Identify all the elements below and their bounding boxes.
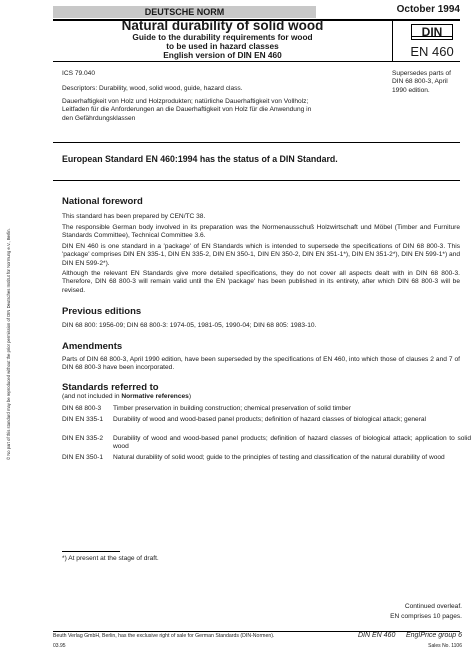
- amendments-text: Parts of DIN 68 800-3, April 1990 edition, have been superseded by the specifications of EN 460, into which those of clauses 2 and 7 of DIN 68 800-3 have been incorporated.: [62, 356, 460, 372]
- footer-sales-number: Sales No. 1106: [428, 643, 462, 649]
- foreword-para-1: This standard has been prepared by CEN/TC 38.: [62, 213, 206, 220]
- supersedes-note: Supersedes parts of DIN 68 800-3, April 1990 edition.: [392, 70, 452, 94]
- foreword-para-2: The responsible German body involved in its preparation was the Normenausschuß Holzwirtschaft und Möbel (Timber and Furniture Standards Committee), Technical Committee 3.6.: [62, 224, 460, 240]
- continued-note: Continued overleaf.: [404, 603, 462, 610]
- ics-code: ICS 79.040: [62, 70, 95, 77]
- standards-list: [62, 405, 471, 485]
- title-rule: [53, 61, 460, 62]
- footnote: *) At present at the stage of draft.: [62, 555, 159, 562]
- status-rule: [53, 180, 460, 181]
- standard-title: Durability of wood and wood-based panel products; definition of hazard classes of biological attack; application to solid wood: [113, 435, 471, 451]
- copyright-side-text: © No part of this standard may be reproduced without the prior permission of DIN Deutsches Institut für Normung e.V., Berlin.: [6, 228, 11, 460]
- standards-referred-heading: Standards referred to: [62, 382, 159, 393]
- standard-code: DIN 68 800-3: [62, 405, 102, 412]
- standard-title: Durability of wood and wood-based panel products; definition of hazard classes of biological attack; general: [113, 416, 427, 423]
- meta-rule: [53, 142, 460, 143]
- standards-referred-note: [62, 393, 362, 401]
- subtitle-line-2: to be used in hazard classes: [166, 41, 279, 51]
- foreword-para-3: DIN EN 460 is one standard in a 'package' of EN Standards which is intended to supersede the specifications of DIN 68 800-3. This 'package' comprises DIN EN 335-1, DIN EN 335-2, DIN EN 350-1, DIN EN 350-2, DIN EN 351-1*), DIN EN 351-2*), DIN EN 599-1*) and DIN EN 599-2*).: [62, 243, 460, 267]
- note-prefix: (and not included in: [62, 393, 122, 400]
- din-document-number: EN 460: [410, 44, 454, 59]
- standard-code: DIN EN 335-2: [62, 435, 104, 442]
- amendments-heading: Amendments: [62, 341, 123, 352]
- national-foreword-heading: National foreword: [62, 196, 143, 207]
- german-title: Dauerhaftigkeit von Holz und Holzprodukten; natürliche Dauerhaftigkeit von Vollholz; Leitfaden für die Anforderungen an die Dauerhaftigkeit von Holz für die Anwendung in den Gefährdungsklassen: [62, 98, 312, 122]
- standard-code: DIN EN 350-1: [62, 454, 104, 461]
- publication-date: October 1994: [396, 4, 460, 15]
- footer-language: Engl.: [406, 632, 422, 639]
- subtitle-line-3: English version of DIN EN 460: [163, 50, 282, 60]
- standard-title: Natural durability of solid wood; guide to the principles of testing and classification of the natural durability of wood: [113, 454, 445, 461]
- footer-rule: [53, 631, 460, 632]
- subtitle-line-1: Guide to the durability requirements for wood: [132, 32, 313, 42]
- standard-type: DEUTSCHE NORM: [144, 7, 225, 17]
- status-statement: European Standard EN 460:1994 has the status of a DIN Standard.: [62, 154, 338, 164]
- standard-code: DIN EN 335-1: [62, 416, 104, 423]
- page-count: EN comprises 10 pages.: [390, 613, 462, 620]
- footnote-rule: [62, 551, 120, 552]
- descriptors: Descriptors: Durability, wood, solid wood, guide, hazard class.: [62, 85, 243, 92]
- note-suffix: ): [188, 393, 192, 400]
- footer-price-group: Price group 6: [420, 632, 462, 639]
- din-logo: [408, 24, 456, 59]
- footer-doc-ref: DIN EN 460: [358, 632, 396, 639]
- foreword-para-4: Although the relevant EN Standards give more detailed specifications, they do not cover all aspects dealt with in DIN 68 800-3. Therefore, DIN 68 800-3 will remain valid until the EN 'package' has been published in its entirety, after which DIN 68 800-3 will be revised.: [62, 270, 460, 294]
- document-title: Natural durability of solid wood: [121, 18, 324, 33]
- din-logo-mark: DIN: [411, 24, 453, 40]
- copyright-side-notice: [6, 130, 18, 460]
- publisher-note: Beuth Verlag GmbH, Berlin, has the exclusive right of sale for German Standards (DIN-Normen).: [53, 633, 275, 639]
- note-bold: Normative references: [121, 393, 189, 400]
- standard-title: Timber preservation in building construction; chemical preservation of solid timber: [113, 405, 351, 412]
- previous-editions-heading: Previous editions: [62, 306, 142, 317]
- previous-editions-text: DIN 68 800: 1956-09; DIN 68 800-3: 1974-05, 1981-05, 1990-04; DIN 68 805: 1983-10.: [62, 322, 317, 329]
- footer-code: 03.95: [53, 643, 66, 649]
